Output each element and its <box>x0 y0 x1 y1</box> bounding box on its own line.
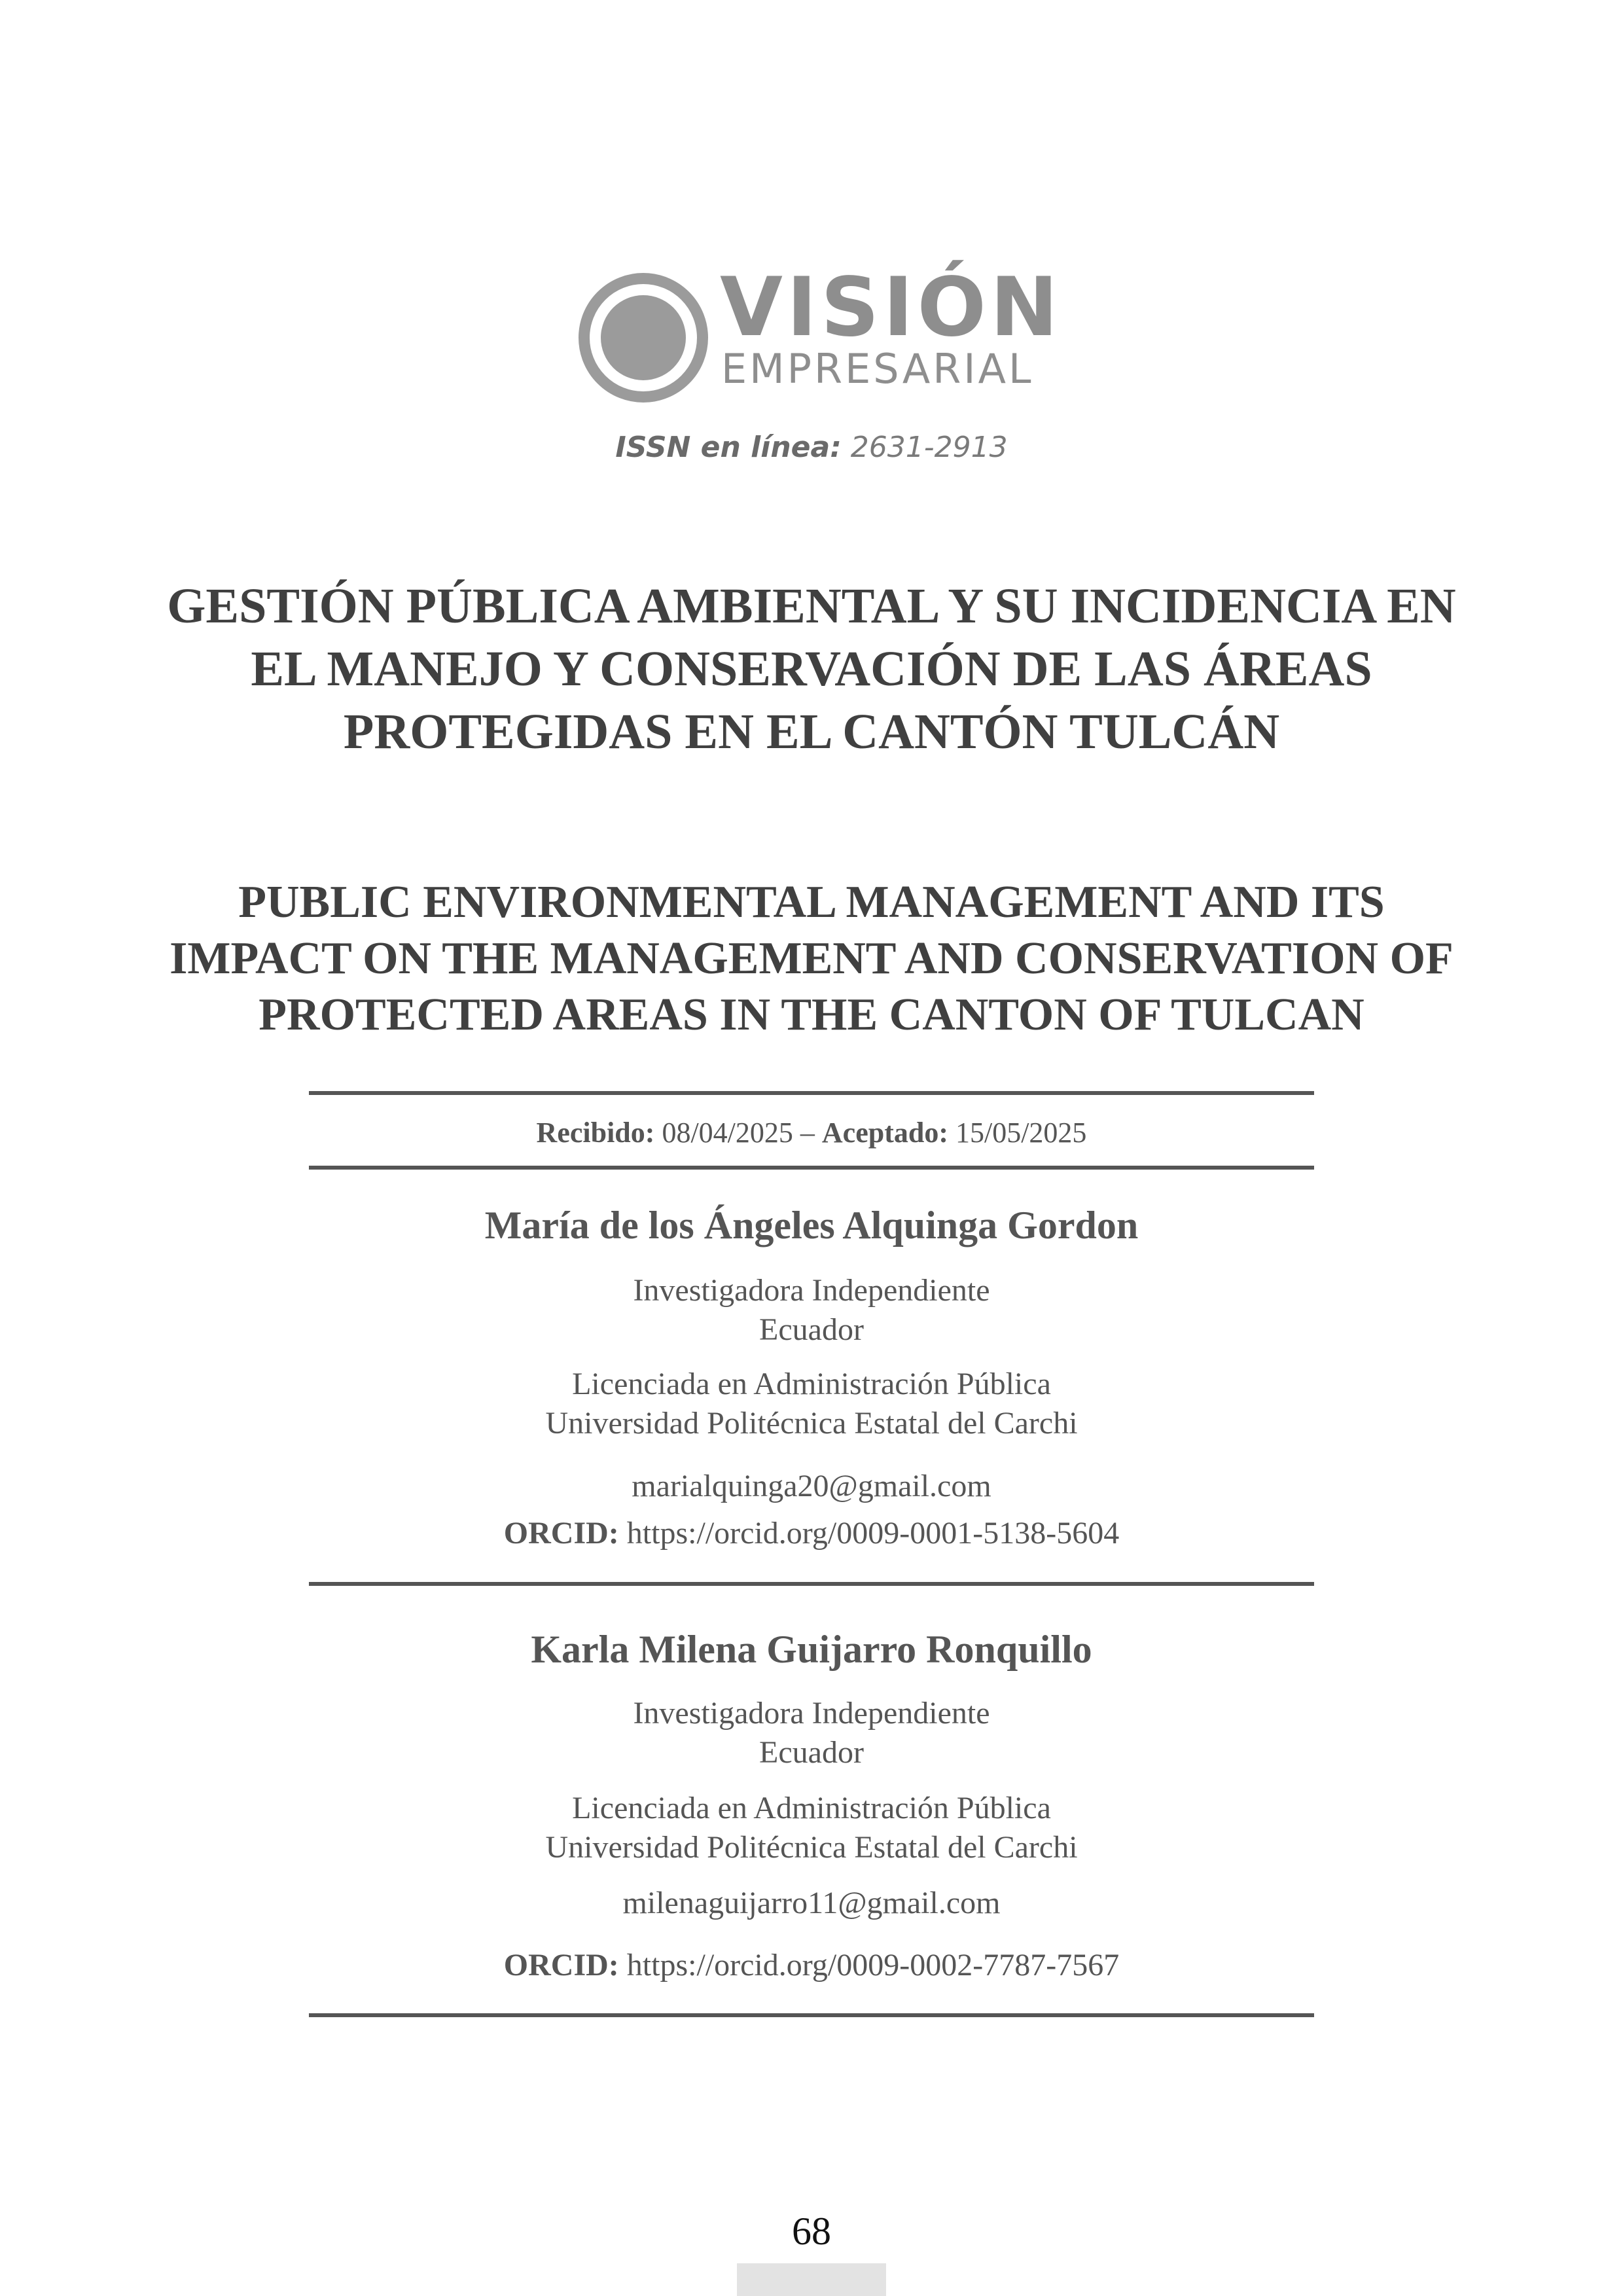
orcid-link[interactable]: https://orcid.org/0009-0001-5138-5604 <box>626 1516 1120 1551</box>
divider <box>309 1582 1314 1586</box>
orcid-link[interactable]: https://orcid.org/0009-0002-7787-7567 <box>626 1948 1120 1982</box>
logo-tagline: EMPRESARIAL <box>721 345 1034 393</box>
issn-line <box>0 431 1623 464</box>
dates-separator: – <box>800 1117 815 1149</box>
author-role: Investigadora Independiente <box>633 1696 990 1731</box>
author-role: Investigadora Independiente <box>633 1273 990 1308</box>
author-university: Universidad Politécnica Estatal del Carchi <box>545 1406 1078 1441</box>
author-university: Universidad Politécnica Estatal del Carchi <box>545 1830 1078 1865</box>
author-country: Ecuador <box>759 1312 864 1347</box>
received-label: Recibido: <box>536 1117 655 1149</box>
author-orcid <box>0 1946 1623 1985</box>
author-email[interactable]: milenaguijarro11@gmail.com <box>622 1886 1001 1920</box>
author-name: María de los Ángeles Alquinga Gordon <box>484 1204 1139 1247</box>
author-name: Karla Milena Guijarro Ronquillo <box>531 1628 1092 1671</box>
accepted-value: 15/05/2025 <box>955 1117 1087 1149</box>
title-spanish: GESTIÓN PÚBLICA AMBIENTAL Y SU INCIDENCIA EN EL MANEJO Y CONSERVACIÓN DE LAS ÁREAS PROTEGIDAS EN EL CANTÓN TULCÁN <box>167 579 1456 759</box>
author-degree: Licenciada en Administración Pública <box>572 1367 1051 1401</box>
orcid-label: ORCID: <box>503 1516 619 1551</box>
divider <box>309 1091 1314 1095</box>
logo-brand: VISIÓN <box>720 260 1062 355</box>
logo-dot-icon <box>601 295 686 380</box>
title-english: PUBLIC ENVIRONMENTAL MANAGEMENT AND ITS IMPACT ON THE MANAGEMENT AND CONSERVATION OF PROTECTED AREAS IN THE CANTON OF TULCAN <box>169 877 1454 1040</box>
dates-line <box>0 1115 1623 1151</box>
page-footer-tab <box>737 2263 886 2296</box>
page-number: 68 <box>792 2210 831 2253</box>
author-email[interactable]: marialquinga20@gmail.com <box>632 1469 991 1503</box>
orcid-label: ORCID: <box>503 1948 619 1982</box>
author-degree: Licenciada en Administración Pública <box>572 1791 1051 1825</box>
issn-label: ISSN en línea: <box>615 431 842 464</box>
issn-value: 2631-2913 <box>850 431 1008 464</box>
journal-logo <box>576 260 1062 412</box>
accepted-label: Aceptado: <box>821 1117 948 1149</box>
author-country: Ecuador <box>759 1735 864 1770</box>
divider <box>309 2013 1314 2017</box>
author-orcid <box>0 1514 1623 1553</box>
divider <box>309 1166 1314 1170</box>
received-value: 08/04/2025 <box>662 1117 793 1149</box>
